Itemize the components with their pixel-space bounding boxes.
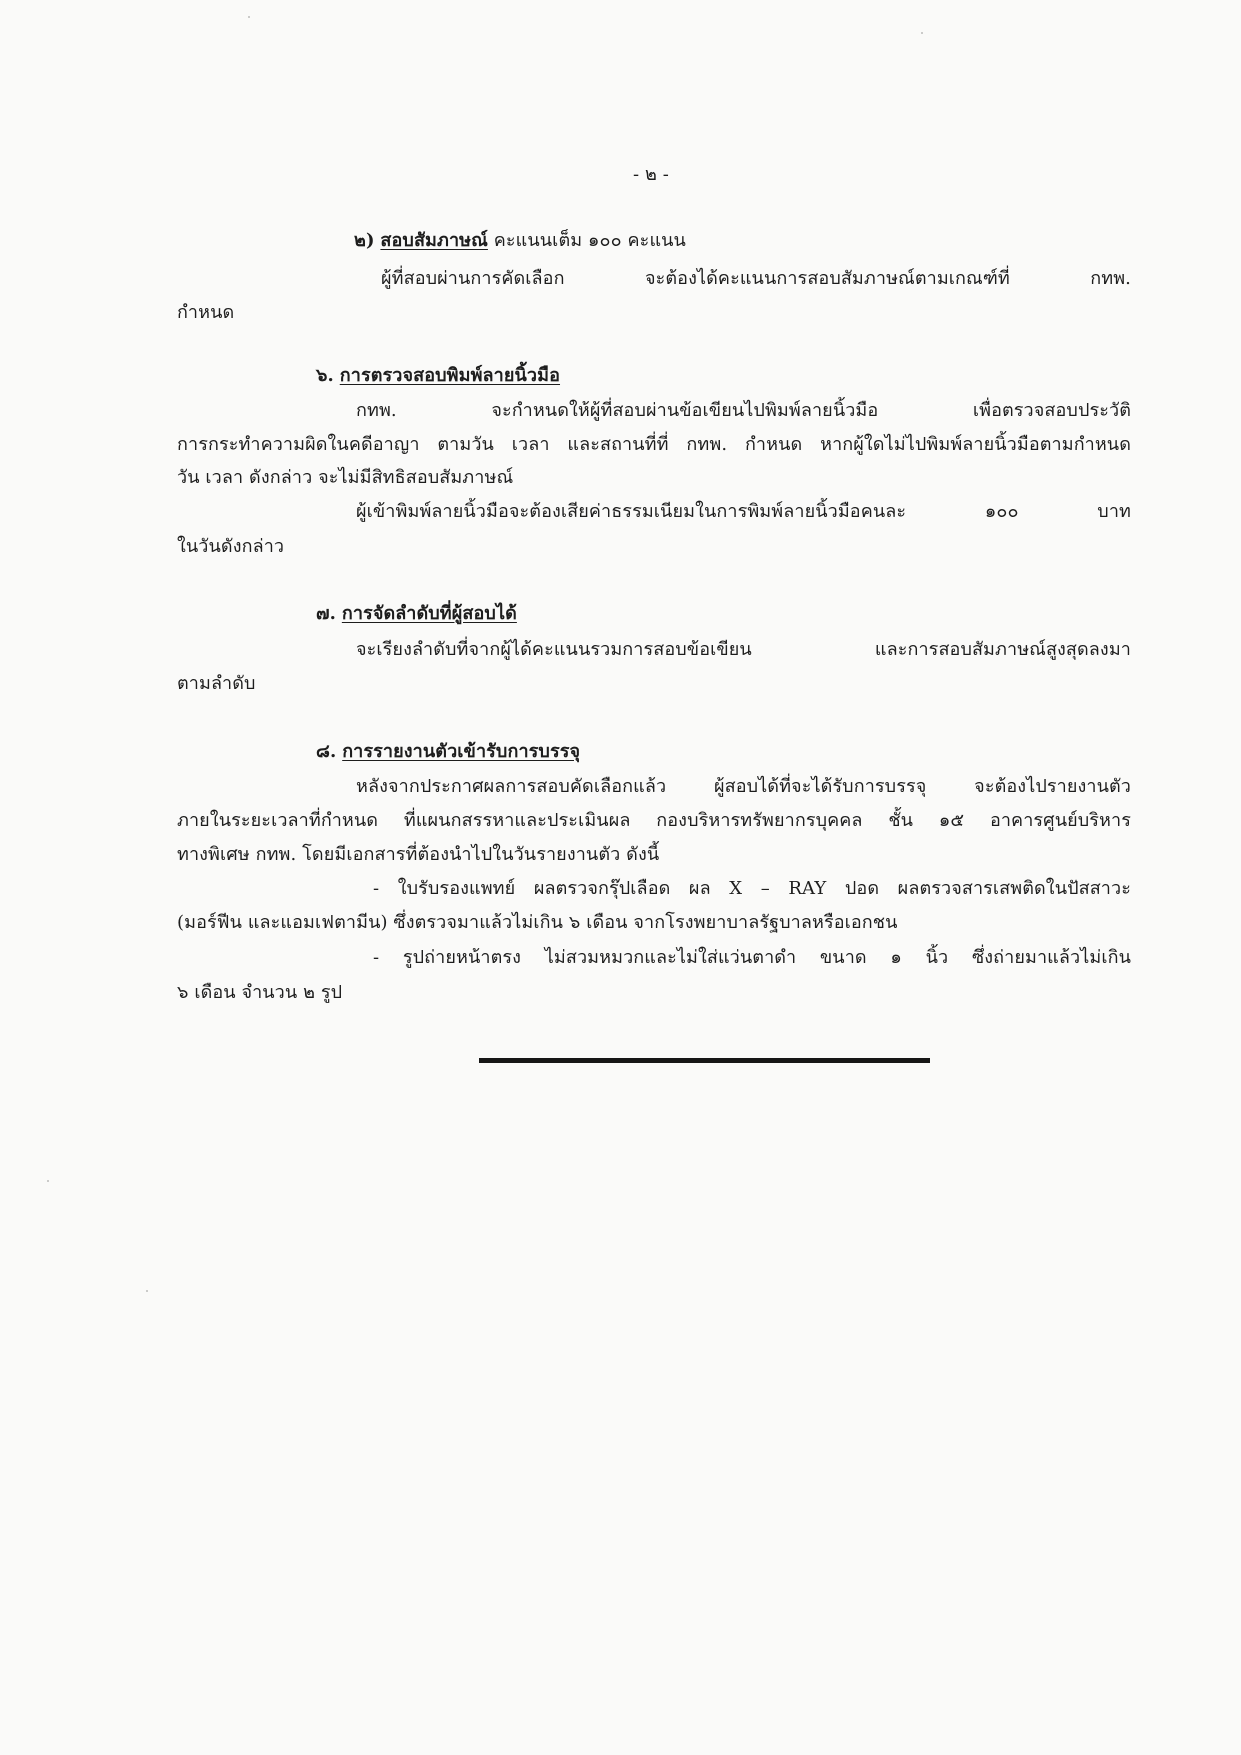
section-8-heading-line <box>316 739 580 765</box>
section-8-bullet-2-line-1: - รูปถ่ายหน้าตรง ไม่สวมหมวกและไม่ใส่แว่นตาดำ ขนาด ๑ นิ้ว ซึ่งถ่ายมาแล้วไม่เกิน <box>373 947 1131 968</box>
section-6-line-2: การกระทำความผิดในคดีอาญา ตามวัน เวลา และสถานที่ที่ กทพ. กำหนด หากผู้ใดไม่ไปพิมพ์ลายนิ้วมือตามกำหนด <box>177 434 1131 455</box>
section-7-heading: การจัดลำดับที่ผู้สอบได้ <box>341 603 517 624</box>
section-6-heading: การตรวจสอบพิมพ์ลายนิ้วมือ <box>339 365 561 386</box>
scan-speck <box>146 1290 148 1292</box>
section-8-line-3: ทางพิเศษ กทพ. โดยมีเอกสารที่ต้องนำไปในวันรายงานตัว ดังนี้ <box>177 844 660 865</box>
interview-number: ๒) <box>354 230 375 251</box>
section-7-heading-line <box>316 601 517 627</box>
section-8-bullet-1-line-1: - ใบรับรองแพทย์ ผลตรวจกรุ๊ปเลือด ผล X – RAY ปอด ผลตรวจสารเสพติดในปัสสาวะ <box>373 878 1131 899</box>
section-8-number: ๘. <box>316 741 337 762</box>
interview-heading: สอบสัมภาษณ์ <box>380 230 488 251</box>
section-7-number: ๗. <box>316 603 337 624</box>
interview-score: คะแนนเต็ม ๑๐๐ คะแนน <box>493 230 686 251</box>
scan-speck <box>47 1180 49 1182</box>
interview-line-2: กำหนด <box>177 302 235 323</box>
section-6-line-4: ผู้เข้าพิมพ์ลายนิ้วมือจะต้องเสียค่าธรรมเนียมในการพิมพ์ลายนิ้วมือคนละ ๑๐๐ บาท <box>356 501 1131 522</box>
interview-heading-line <box>354 228 686 254</box>
section-8-bullet-1-line-2: (มอร์ฟีน และแอมเฟตามีน) ซึ่งตรวจมาแล้วไม่เกิน ๖ เดือน จากโรงพยาบาลรัฐบาลหรือเอกชน <box>177 912 898 933</box>
section-7-line-2: ตามลำดับ <box>177 673 256 694</box>
scan-speck <box>921 32 923 34</box>
section-6-heading-line <box>316 363 560 389</box>
section-6-line-3: วัน เวลา ดังกล่าว จะไม่มีสิทธิสอบสัมภาษณ์ <box>177 467 514 488</box>
section-8-line-1: หลังจากประกาศผลการสอบคัดเลือกแล้ว ผู้สอบได้ที่จะได้รับการบรรจุ จะต้องไปรายงานตัว <box>356 776 1131 797</box>
scan-speck <box>248 16 250 18</box>
page-number: - ๒ - <box>633 164 669 185</box>
section-6-number: ๖. <box>316 365 334 386</box>
section-6-line-5: ในวันดังกล่าว <box>177 536 285 557</box>
interview-line-1: ผู้ที่สอบผ่านการคัดเลือก จะต้องได้คะแนนการสอบสัมภาษณ์ตามเกณฑ์ที่ กทพ. <box>381 268 1131 289</box>
section-8-heading: การรายงานตัวเข้ารับการบรรจุ <box>342 741 581 762</box>
section-8-line-2: ภายในระยะเวลาที่กำหนด ที่แผนกสรรหาและประเมินผล กองบริหารทรัพยากรบุคคล ชั้น ๑๕ อาคารศูนย์บริหาร <box>177 810 1131 831</box>
section-8-bullet-2-line-2: ๖ เดือน จำนวน ๒ รูป <box>177 982 343 1003</box>
section-6-line-1: กทพ. จะกำหนดให้ผู้ที่สอบผ่านข้อเขียนไปพิมพ์ลายนิ้วมือ เพื่อตรวจสอบประวัติ <box>356 400 1131 421</box>
end-of-document-rule <box>479 1058 930 1063</box>
section-7-line-1: จะเรียงลำดับที่จากผู้ได้คะแนนรวมการสอบข้อเขียน และการสอบสัมภาษณ์สูงสุดลงมา <box>356 639 1131 660</box>
